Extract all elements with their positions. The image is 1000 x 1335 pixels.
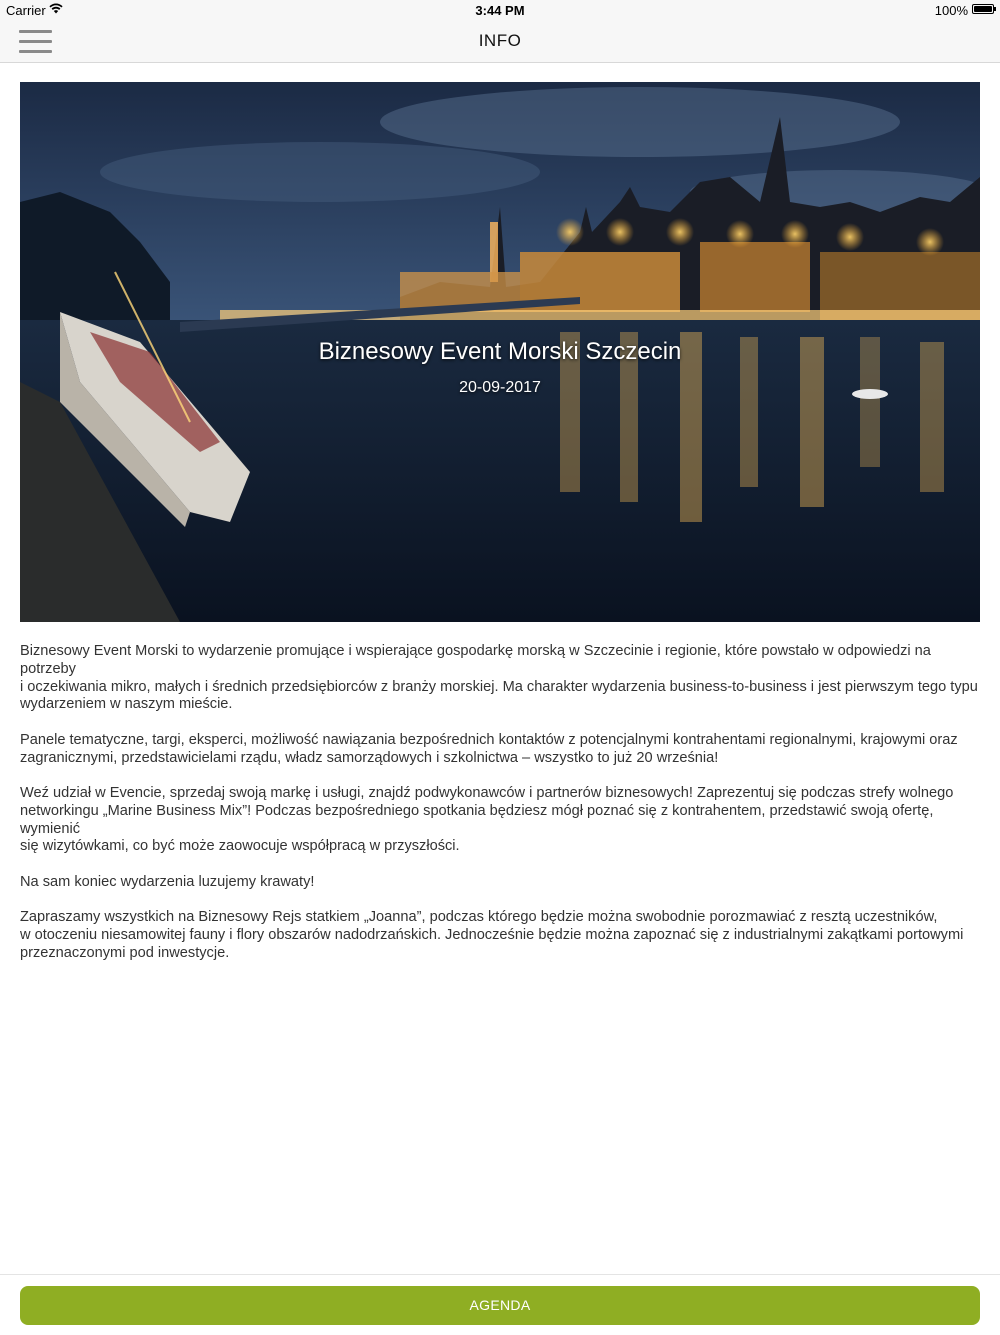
event-description [20,643,982,980]
clock: 3:44 PM [475,3,525,18]
description-paragraph: Weź udział w Evencie, sprzedaj swoją markę i usługi, znajdź podwykonawców i partnerów biznesowych! Zaprezentuj się podczas strefy wolnego networkingu „Marine Business Mix”! Podczas bezpośredniego spotkania będziesz mógł poznać się z kontrahentem, przedstawić swoją ofertę, wymienić się wizytówkami, co być może zaowocuje współpracą w przyszłości. [20,784,954,855]
description-paragraph: Na sam koniec wydarzenia luzujemy krawaty! [20,873,315,890]
event-date: 20-09-2017 [459,379,541,396]
description-paragraph: Panele tematyczne, targi, eksperci, możliwość nawiązania bezpośrednich kontaktów z potencjalnymi kontrahentami regionalnymi, krajowymi oraz zagranicznymi, przedstawicielami rządu, władz samorządowych i szkolnictwa – wszystko to już 20 września! [20,731,958,766]
description-paragraph: Zapraszamy wszystkich na Biznesowy Rejs statkiem „Joanna”, podczas którego będzie można swobodnie porozmawiać z resztą uczestników, w otoczeniu niesamowitej fauny i flory obszarów nadodrzańskich. Jednocześnie będzie można zapoznać się z industrialnymi zakątkami portowymi przeznaczonymi pod inwestycje. [20,909,964,961]
status-bar [0,0,1000,20]
carrier-label: Carrier [6,3,46,18]
event-title: Biznesowy Event Morski Szczecin [318,338,682,365]
event-hero-image [20,82,980,622]
bottom-bar [0,1274,1000,1335]
agenda-button[interactable]: AGENDA [20,1286,980,1325]
description-paragraph: Biznesowy Event Morski to wydarzenie promujące i wspierające gospodarkę morską w Szczecinie i regionie, które powstało w odpowiedzi na potrzeby i oczekiwania mikro, małych i średnich przedsiębiorców z branży morskiej. Ma charakter wydarzenia business-to-business i jest pierwszym tego typu wydarzeniem w naszym mieście. [20,643,978,713]
battery-percentage: 100% [934,3,968,18]
navigation-bar [0,20,1000,63]
page-title: INFO [478,31,522,50]
battery-icon [972,4,994,14]
